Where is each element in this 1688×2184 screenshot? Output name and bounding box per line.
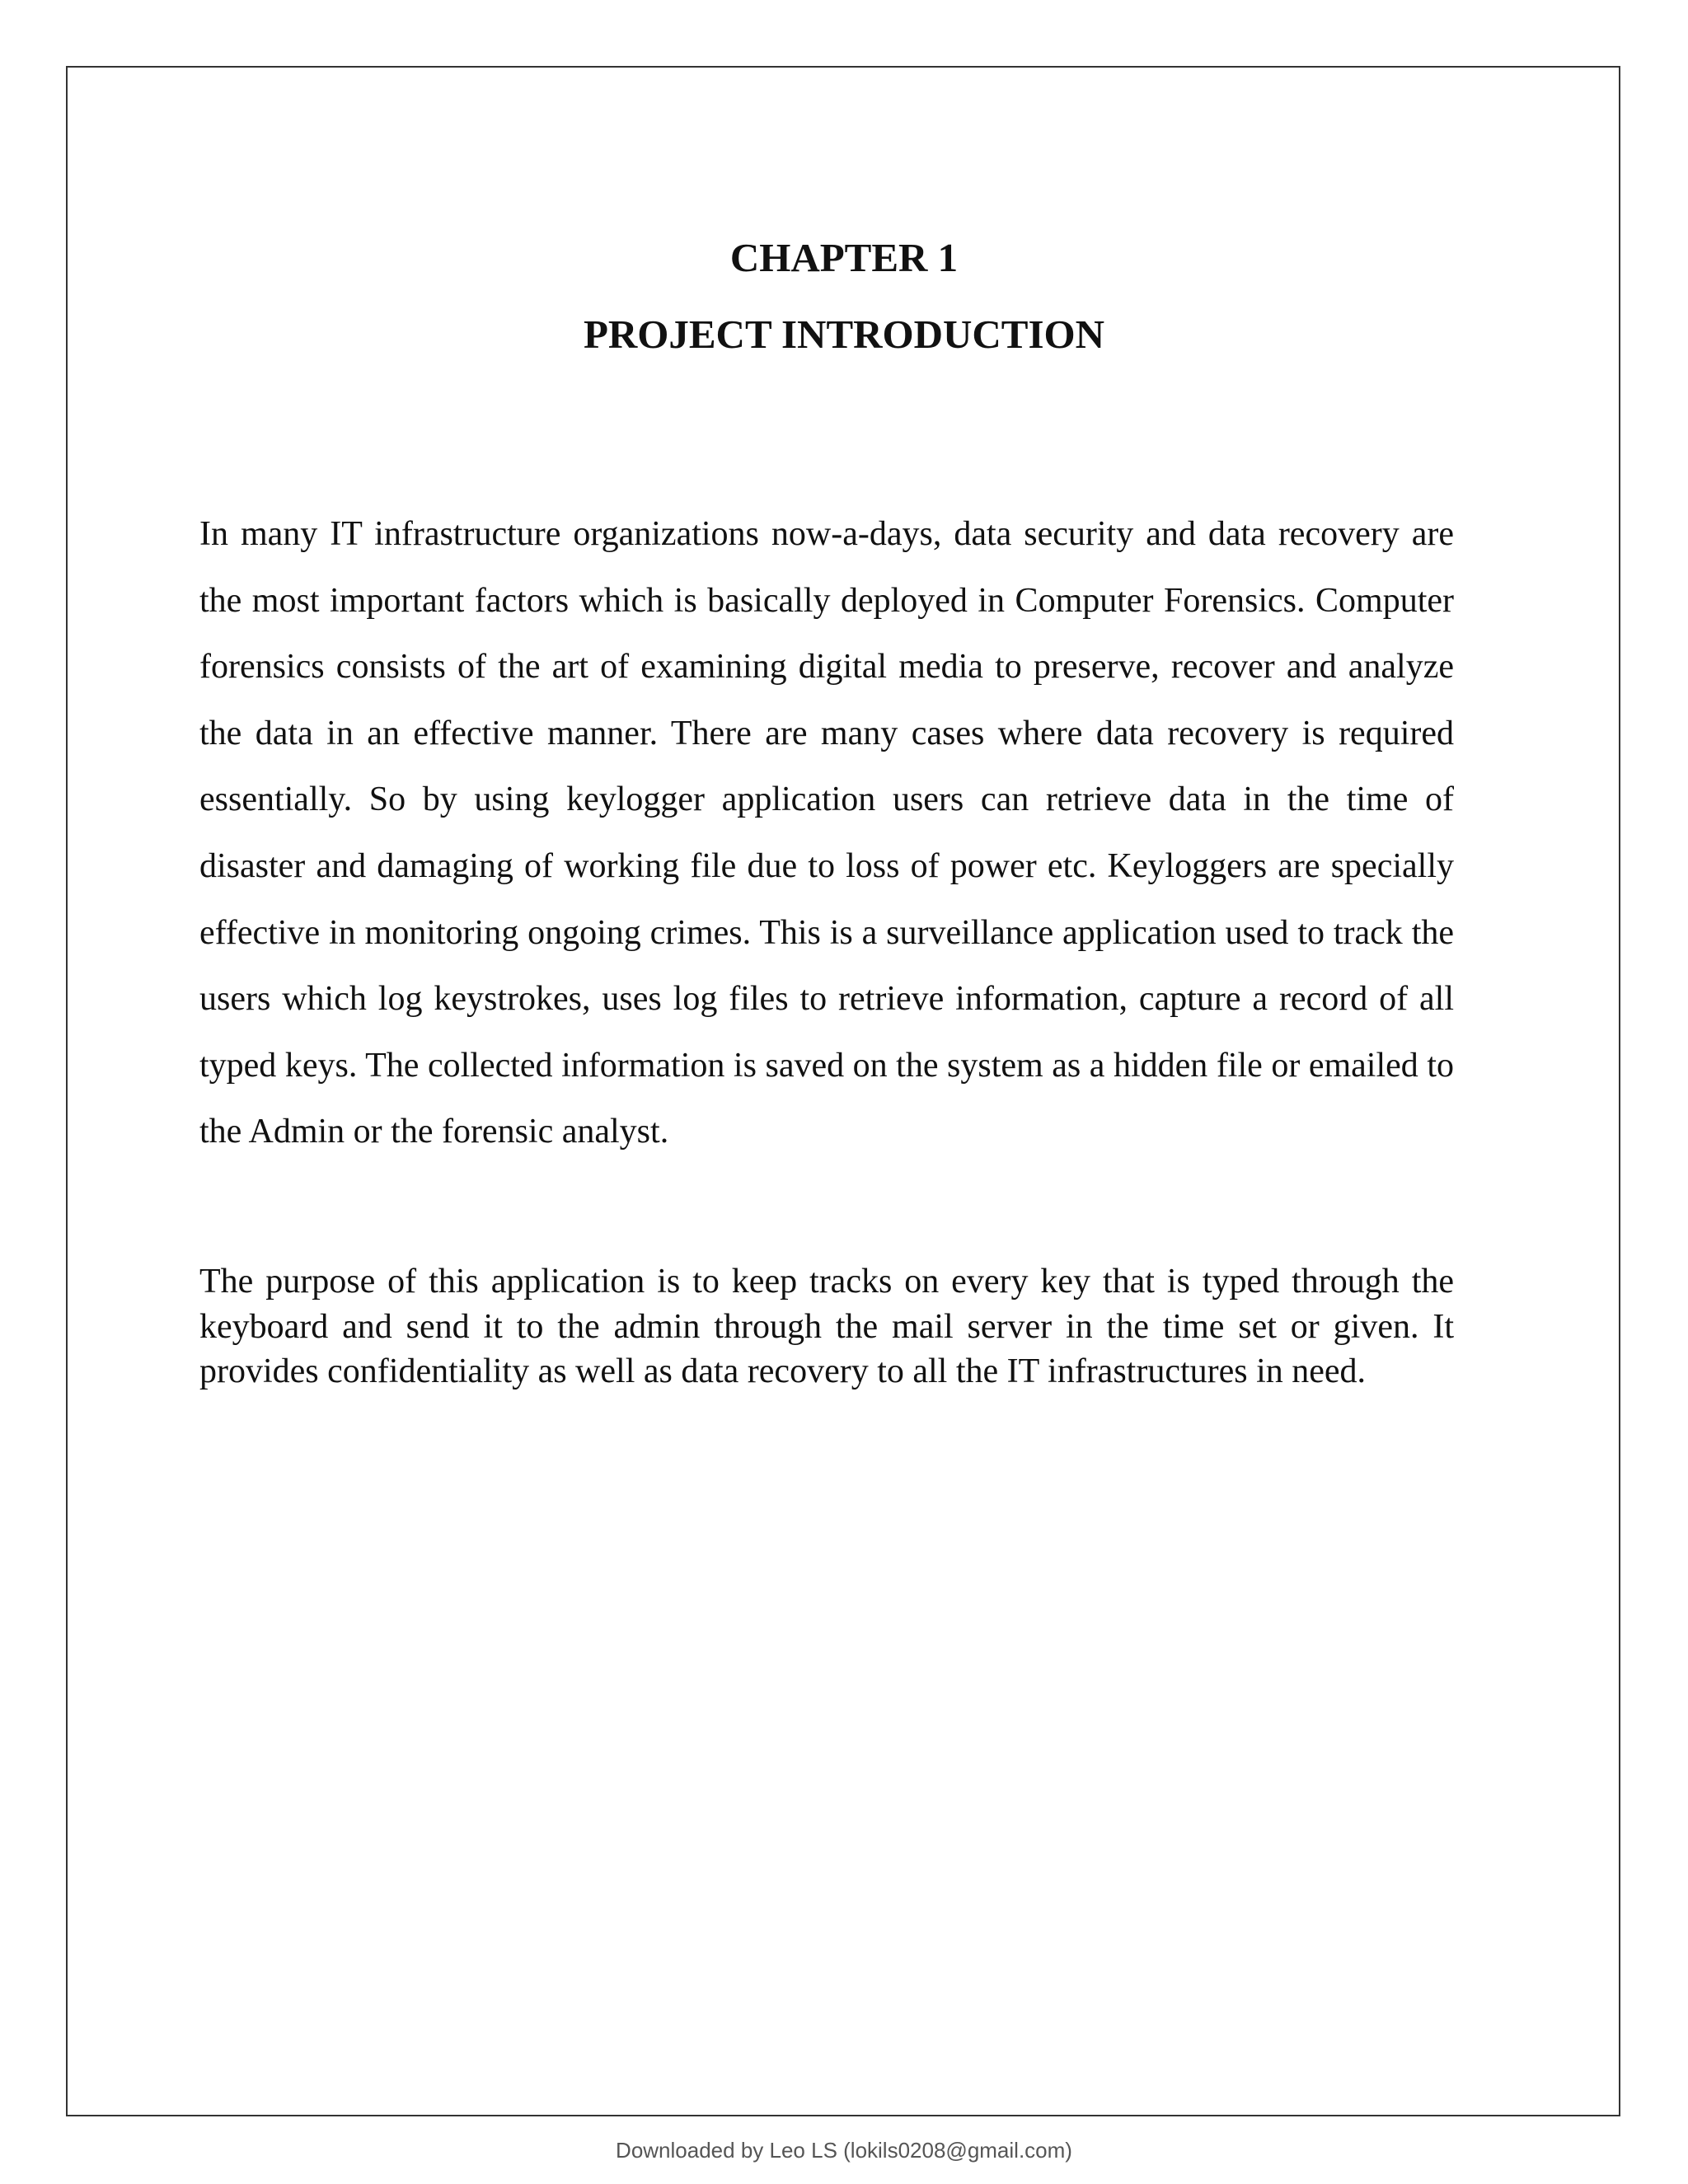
body-paragraph-purpose: The purpose of this application is to keep tracks on every key that is typed through the keyboard and send it to the admin through the mail server in the time set or given. It provides confidentiality as well as data recovery to all the IT infrastructures in need. [199,1263,1454,1390]
chapter-title: PROJECT INTRODUCTION [583,312,1105,357]
chapter-heading: CHAPTER 1 [729,235,959,280]
download-footer: Downloaded by Leo LS (lokils0208@gmail.com) [616,2138,1072,2163]
body-paragraph-intro: In many IT infrastructure organizations now-a-days, data security and data recovery are the most important factors which is basically deployed in Computer Forensics. Computer forensics consists of the art of examining digital media to preserve, recover and analyze the data in an effective manner. There are many cases where data recovery is required essentially. So by using keylogger application users can retrieve data in the time of disaster and damaging of working file due to loss of power etc. Keyloggers are specially effective in monitoring ongoing crimes. This is a surveillance application used to track the users which log keystrokes, uses log files to retrieve information, capture a record of all typed keys. The collected information is saved on the system as a hidden file or emailed to the Admin or the forensic analyst. [199,515,1454,1151]
